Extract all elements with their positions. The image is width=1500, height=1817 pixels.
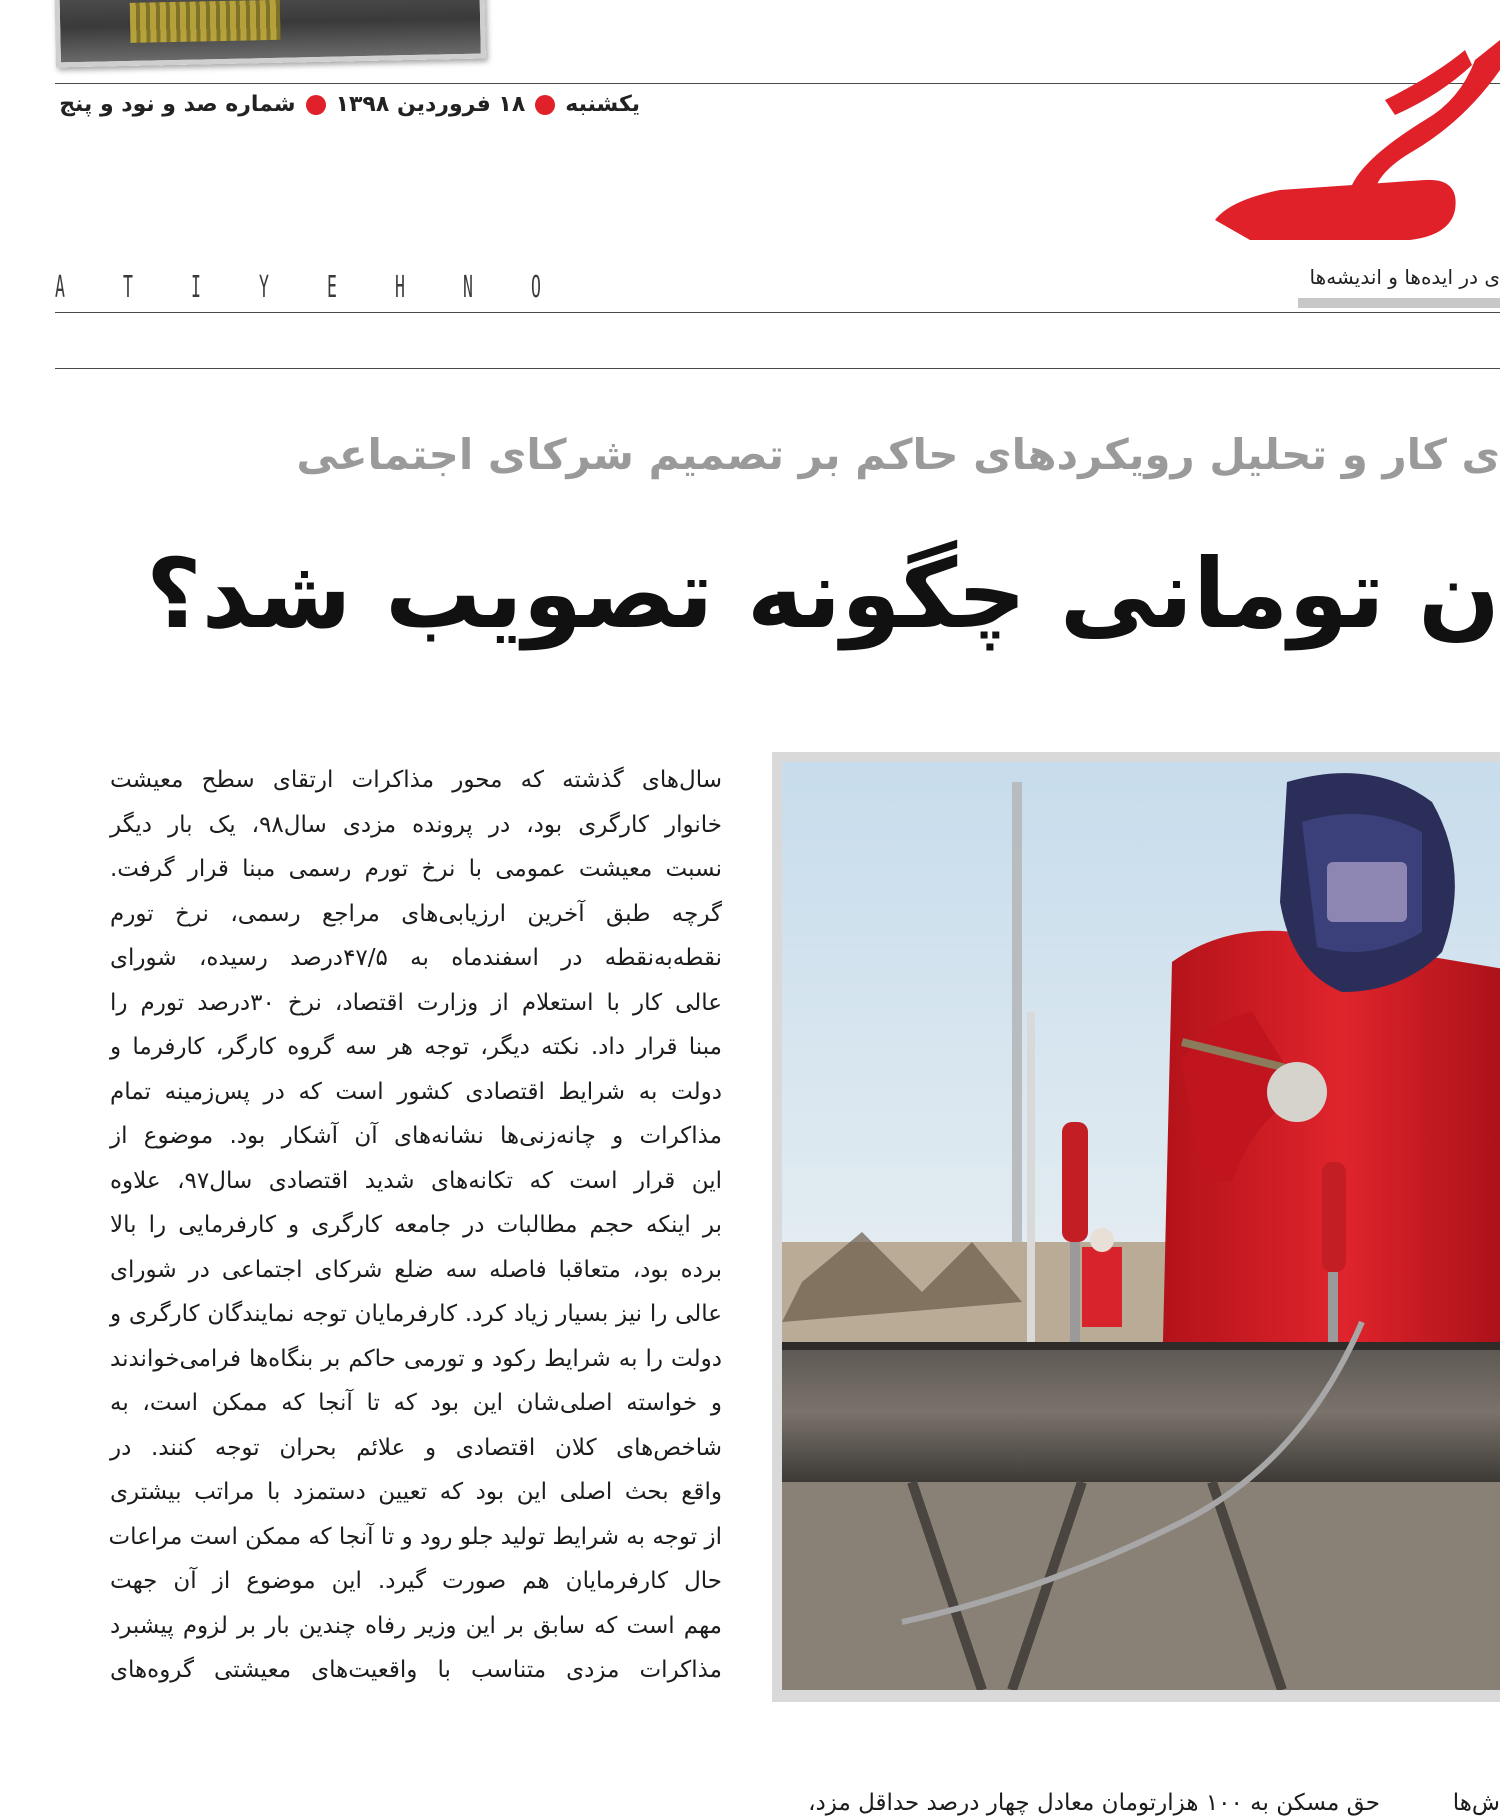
top-teaser-photo <box>54 0 486 67</box>
body-line: نقطه‌به‌نقطه در اسفندماه به ۴۷/۵درصد رسیده، شورای <box>110 945 723 971</box>
brand-letter: Y <box>259 270 269 305</box>
body-line: مذاکرات مزدی متناسب با واقعیت‌های معیشتی گروه‌های <box>110 1657 722 1683</box>
body-line: از توجه به شرایط تولید جلو رود و تا آنجا که ممکن است مراعات <box>108 1523 722 1550</box>
body-line: و خواسته اصلی‌شان این بود که تا آنجا که ممکن است، به <box>110 1390 722 1416</box>
body-line: گرچه طبق آخرین ارزیابی‌های مراجع رسمی، نرخ تورم <box>110 900 722 927</box>
tagline: ی در ایده‌ها و اندیشه‌ها <box>1309 265 1500 289</box>
body-line: این قرار است که تکانه‌های شدید اقتصادی سال۹۷، علاوه <box>110 1167 723 1194</box>
brand-letter: I <box>191 270 201 305</box>
body-line: عالی کار با استعلام از وزارت اقتصاد، نرخ ۳۰درصد تورم را <box>110 989 723 1016</box>
article-headline: ن تومانی چگونه تصویب شد؟ <box>145 538 1500 650</box>
body-line: برده بود، متعاقبا فاصله سه ضلع شرکای اجتماعی در شورای <box>110 1256 722 1283</box>
newspaper-logo <box>1210 40 1500 240</box>
brand-letter: N <box>463 270 473 305</box>
issue-number: شماره صد و نود و پنج <box>59 92 296 117</box>
body-line: حال کارفرمایان هم صورت گیرد. این موضوع از آن جهت <box>110 1568 722 1594</box>
body-line: خانوار کارگری بود، در پرونده مزدی سال۹۸، یک بار دیگر <box>110 811 722 838</box>
body-line: بر اینکه حجم مطالبات در جامعه کارگری و کارفرمایی را بالا <box>110 1212 722 1238</box>
brand-letter: E <box>327 270 337 305</box>
issue-day: یکشنبه <box>565 92 640 117</box>
header-rule <box>55 312 1500 313</box>
issue-date: ۱۸ فروردین ۱۳۹۸ <box>335 92 526 117</box>
brand-letter: T <box>123 270 133 305</box>
brand-letter: H <box>395 270 405 305</box>
article-body-column <box>110 758 722 1693</box>
tagline-underline <box>1298 298 1500 308</box>
latin-brand-letters <box>55 270 599 305</box>
body-line: دولت به شرایط اقتصادی کشور است که در پس‌زمینه تمام <box>110 1078 722 1105</box>
body-line: مذاکرات و چانه‌زنی‌ها نشانه‌های آن آشکار بود. موضوع از <box>110 1123 722 1149</box>
body-line: واقع بحث اصلی این بود که تعیین دستمزد با مراتب بیشتری <box>110 1479 722 1505</box>
body-line: سال‌های گذشته که محور مذاکرات ارتقای سطح معیشت <box>110 767 722 793</box>
bottom-col2-text: حق مسکن به ۱۰۰ هزارتومان معادل چهار درصد حداقل مزد، <box>808 1790 1380 1816</box>
body-line: شاخص‌های کلان اقتصادی و علائم بحران توجه کنند. در <box>110 1434 722 1461</box>
section-rule <box>55 368 1500 369</box>
article-kicker: ی کار و تحلیل رویکردهای حاکم بر تصمیم شرکای اجتماعی <box>296 430 1500 479</box>
bottom-col1-text: ش‌ها <box>1452 1790 1500 1816</box>
body-line: مهم است که سابق بر این وزیر رفاه چندین بار بر لزوم پیشبرد <box>110 1612 722 1639</box>
article-photo <box>772 752 1500 1702</box>
brand-letter: A <box>55 270 65 305</box>
red-dot-icon <box>306 95 326 115</box>
issue-info <box>59 92 640 117</box>
body-line: نسبت معیشت عمومی با نرخ تورم رسمی مبنا قرار گرفت. <box>110 856 722 882</box>
body-line: عالی را نیز بسیار زیاد کرد. کارفرمایان توجه نمایندگان کارگری و <box>110 1301 722 1327</box>
body-line: مبنا قرار داد. نکته دیگر، توجه هر سه گروه کارگر، کارفرما و <box>110 1034 722 1060</box>
body-line: دولت را به شرایط رکود و تورمی حاکم بر بنگاه‌ها فرامی‌خواندند <box>110 1345 722 1372</box>
red-dot-icon <box>535 95 555 115</box>
brand-letter: O <box>531 270 541 305</box>
